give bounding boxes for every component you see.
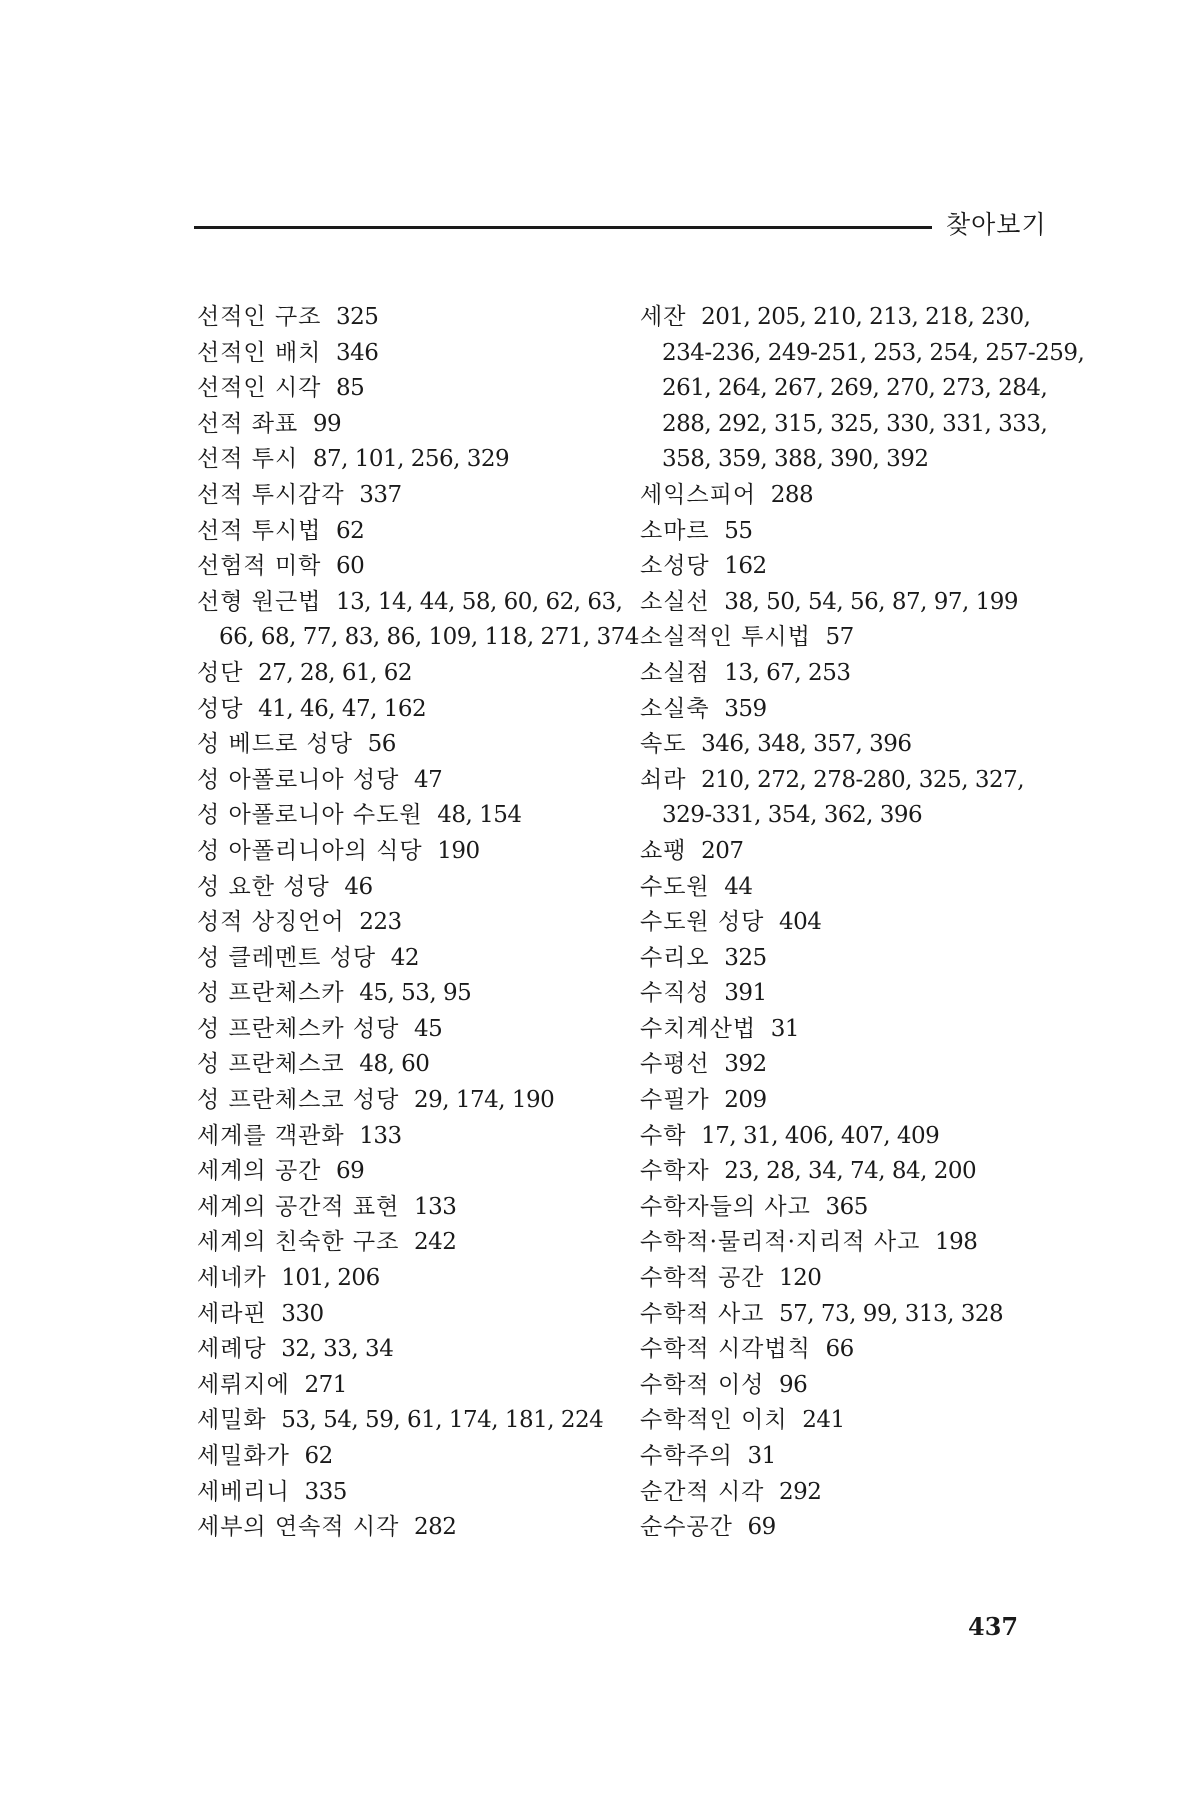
index-term: 세밀화 [197, 1407, 267, 1434]
index-term: 쇠라 [640, 766, 687, 793]
index-entry [197, 763, 637, 799]
index-pages: 47 [414, 766, 443, 793]
index-pages: 207 [701, 837, 744, 864]
index-term: 선험적 미학 [197, 553, 322, 580]
index-entry [640, 1261, 1060, 1297]
index-pages: 38, 50, 54, 56, 87, 97, 199 [724, 588, 1019, 615]
index-entry [197, 336, 637, 372]
index-term: 수학적 사고 [640, 1300, 765, 1327]
index-entry [640, 1332, 1060, 1368]
index-entry [197, 549, 637, 585]
index-term: 선적 투시법 [197, 517, 322, 544]
index-entry [197, 1154, 637, 1190]
index-pages: 29, 174, 190 [414, 1087, 555, 1114]
index-term: 수학자 [640, 1158, 710, 1185]
index-entry [197, 478, 637, 514]
index-term: 수학 [640, 1122, 687, 1149]
index-entry [197, 870, 637, 906]
index-term: 세계를 객관화 [197, 1122, 345, 1149]
index-entry-continuation [640, 798, 1060, 834]
index-entry [197, 1475, 637, 1511]
index-entry [640, 1403, 1060, 1439]
index-pages: 44 [724, 873, 753, 900]
index-pages: 13, 14, 44, 58, 60, 62, 63, [336, 588, 623, 615]
index-entry [640, 870, 1060, 906]
index-entry [197, 407, 637, 443]
index-term: 성 프란체스카 성당 [197, 1015, 400, 1042]
index-entry [197, 941, 637, 977]
index-entry [197, 692, 637, 728]
index-pages: 234-236, 249-251, 253, 254, 257-259, [662, 339, 1085, 366]
index-pages: 391 [724, 980, 767, 1007]
index-entry [640, 727, 1060, 763]
index-entry-continuation [640, 336, 1085, 372]
index-term: 선적인 시각 [197, 375, 322, 402]
index-pages: 31 [770, 1015, 799, 1042]
index-entry [197, 1190, 637, 1226]
index-term: 세례당 [197, 1336, 267, 1363]
index-entry [197, 1332, 637, 1368]
index-entry [640, 1190, 1060, 1226]
index-term: 속도 [640, 731, 687, 758]
index-pages: 27, 28, 61, 62 [258, 659, 412, 686]
index-entry [197, 1261, 637, 1297]
index-entry [197, 1439, 637, 1475]
index-pages: 69 [747, 1514, 776, 1541]
index-entry-continuation [197, 620, 637, 656]
index-pages: 66 [825, 1336, 854, 1363]
index-term: 성 프란체스코 성당 [197, 1087, 400, 1114]
index-pages: 41, 46, 47, 162 [258, 695, 427, 722]
index-term: 세익스피어 [640, 481, 757, 508]
index-term: 수리오 [640, 944, 710, 971]
index-entry [640, 1368, 1060, 1404]
index-entry [640, 905, 1060, 941]
index-pages: 133 [414, 1193, 457, 1220]
index-term: 소실축 [640, 695, 710, 722]
index-term: 세네카 [197, 1265, 267, 1292]
index-column-left [197, 300, 637, 1546]
index-entry [197, 727, 637, 763]
index-pages: 87, 101, 256, 329 [312, 446, 510, 473]
index-pages: 162 [724, 553, 767, 580]
index-pages: 329-331, 354, 362, 396 [662, 802, 923, 829]
running-head: 찾아보기 [946, 210, 1047, 239]
index-term: 성 프란체스카 [197, 980, 345, 1007]
index-pages: 62 [304, 1443, 333, 1469]
index-term: 성 아폴로니아 수도원 [197, 802, 423, 829]
index-entry [197, 1119, 637, 1155]
index-entry [197, 1012, 637, 1048]
index-entry [640, 941, 1060, 977]
index-entry [640, 1119, 1060, 1155]
index-entry [640, 1083, 1060, 1119]
index-entry [640, 1475, 1060, 1511]
index-term: 수직성 [640, 980, 710, 1007]
index-pages: 392 [724, 1051, 767, 1078]
index-entry [197, 585, 637, 621]
index-term: 성당 [197, 695, 244, 722]
index-entry [640, 656, 1060, 692]
index-pages: 201, 205, 210, 213, 218, 230, [701, 304, 1031, 330]
index-pages: 198 [934, 1229, 978, 1256]
index-term: 성단 [197, 659, 244, 686]
index-term: 성 요한 성당 [197, 873, 330, 900]
index-term: 세라핀 [197, 1300, 267, 1327]
index-pages: 325 [336, 304, 379, 330]
index-term: 수학적 이성 [640, 1371, 765, 1398]
index-entry [197, 656, 637, 692]
index-term: 세계의 공간 [197, 1158, 322, 1185]
index-term: 수학자들의 사고 [640, 1193, 811, 1220]
index-pages: 282 [414, 1514, 457, 1541]
index-term: 수필가 [640, 1087, 710, 1114]
index-pages: 209 [724, 1087, 767, 1114]
index-pages: 288, 292, 315, 325, 330, 331, 333, [662, 410, 1048, 437]
page-number: 437 [968, 1612, 1019, 1641]
index-term: 선형 원근법 [197, 588, 322, 615]
index-entry [197, 371, 637, 407]
index-pages: 60 [336, 553, 365, 580]
index-term: 세밀화가 [197, 1443, 290, 1469]
index-entry [640, 1012, 1060, 1048]
index-term: 수학적 시각법칙 [640, 1336, 811, 1363]
index-term: 세계의 친숙한 구조 [197, 1229, 400, 1256]
index-pages: 101, 206 [281, 1265, 380, 1292]
index-entry [640, 1510, 1060, 1546]
index-pages: 335 [304, 1478, 347, 1505]
index-term: 성 아폴리니아의 식당 [197, 837, 423, 864]
index-entry [640, 976, 1060, 1012]
index-entry [640, 478, 1060, 514]
index-term: 세베리니 [197, 1478, 290, 1505]
index-pages: 23, 28, 34, 74, 84, 200 [724, 1158, 977, 1185]
index-term: 수평선 [640, 1051, 710, 1078]
index-term: 순간적 시각 [640, 1478, 765, 1505]
index-term: 선적 투시 [197, 446, 299, 473]
index-pages: 62 [336, 517, 365, 544]
index-term: 수도원 [640, 873, 710, 900]
index-pages: 13, 67, 253 [724, 659, 851, 686]
index-pages: 31 [747, 1443, 776, 1469]
index-entry [197, 1510, 637, 1546]
index-term: 선적 투시감각 [197, 481, 345, 508]
index-pages: 120 [779, 1265, 822, 1292]
index-term: 수학적인 이치 [640, 1407, 788, 1434]
index-entry [640, 549, 1060, 585]
index-pages: 45 [414, 1015, 443, 1042]
index-pages: 66, 68, 77, 83, 86, 109, 118, 271, 374 [219, 624, 639, 651]
index-pages: 53, 54, 59, 61, 174, 181, 224 [281, 1407, 604, 1434]
index-pages: 17, 31, 406, 407, 409 [701, 1122, 940, 1149]
index-term: 쇼팽 [640, 837, 687, 864]
index-term: 세부의 연속적 시각 [197, 1514, 400, 1541]
index-entry [197, 798, 637, 834]
index-term: 수학적·물리적·지리적 사고 [640, 1229, 921, 1256]
index-term: 성 아폴로니아 성당 [197, 766, 400, 793]
index-pages: 325 [724, 944, 767, 971]
index-pages: 330 [281, 1300, 324, 1327]
index-term: 수학주의 [640, 1443, 733, 1469]
index-entry-continuation [640, 442, 1060, 478]
index-term: 선적 좌표 [197, 410, 299, 437]
index-entry [197, 1047, 637, 1083]
index-entry [197, 1225, 637, 1261]
index-pages: 337 [359, 481, 402, 508]
index-term: 성 프란체스코 [197, 1051, 345, 1078]
index-pages: 55 [724, 517, 753, 544]
index-entry [640, 1047, 1060, 1083]
index-pages: 69 [336, 1158, 365, 1185]
index-entry [640, 1297, 1060, 1333]
index-entry [640, 514, 1060, 550]
index-entry [197, 514, 637, 550]
index-entry [640, 585, 1060, 621]
index-pages: 48, 60 [359, 1051, 430, 1078]
index-entry [640, 763, 1060, 799]
index-pages: 32, 33, 34 [281, 1336, 394, 1363]
index-pages: 85 [336, 375, 365, 402]
index-pages: 57, 73, 99, 313, 328 [779, 1300, 1004, 1327]
index-entry [640, 620, 1060, 656]
index-entry [197, 905, 637, 941]
index-pages: 241 [802, 1407, 845, 1434]
index-term: 소마르 [640, 517, 710, 544]
index-term: 성적 상징언어 [197, 909, 345, 936]
index-pages: 48, 154 [437, 802, 522, 829]
index-term: 소실적인 투시법 [640, 624, 811, 651]
index-pages: 346, 348, 357, 396 [701, 731, 912, 758]
index-pages: 57 [825, 624, 854, 651]
index-entry [197, 442, 637, 478]
index-entry [640, 1154, 1060, 1190]
index-pages: 271 [304, 1371, 347, 1398]
index-pages: 96 [779, 1371, 808, 1398]
index-pages: 261, 264, 267, 269, 270, 273, 284, [662, 375, 1048, 402]
index-term: 수도원 성당 [640, 909, 765, 936]
index-entry [197, 1403, 637, 1439]
index-pages: 365 [825, 1193, 868, 1220]
index-pages: 292 [779, 1478, 822, 1505]
index-term: 세잔 [640, 304, 687, 330]
index-entry-continuation [640, 407, 1060, 443]
index-entry [640, 1439, 1060, 1475]
index-pages: 288 [770, 481, 814, 508]
index-term: 성 클레멘트 성당 [197, 944, 377, 971]
index-term: 선적인 배치 [197, 339, 322, 366]
index-pages: 42 [390, 944, 420, 971]
index-pages: 45, 53, 95 [359, 980, 472, 1007]
index-term: 수치계산법 [640, 1015, 757, 1042]
header-rule [194, 226, 932, 229]
index-entry [640, 834, 1060, 870]
index-term: 선적인 구조 [197, 304, 322, 330]
index-entry [197, 1083, 637, 1119]
index-term: 수학적 공간 [640, 1265, 765, 1292]
index-pages: 242 [414, 1229, 457, 1256]
index-pages: 223 [359, 909, 402, 936]
index-pages: 99 [312, 410, 342, 437]
index-pages: 56 [367, 731, 396, 758]
index-pages: 190 [437, 837, 480, 864]
index-entry [197, 976, 637, 1012]
index-term: 순수공간 [640, 1514, 733, 1541]
index-entry [640, 1225, 1060, 1261]
index-column-right [640, 300, 1085, 1546]
index-term: 소실점 [640, 659, 710, 686]
index-entry [640, 300, 1060, 336]
index-pages: 346 [336, 339, 379, 366]
index-entry [197, 1368, 637, 1404]
index-term: 성 베드로 성당 [197, 731, 353, 758]
index-pages: 359 [724, 695, 767, 722]
index-entry-continuation [640, 371, 1060, 407]
index-pages: 133 [359, 1122, 402, 1149]
index-entry [640, 692, 1060, 728]
index-term: 소성당 [640, 553, 710, 580]
index-pages: 46 [344, 873, 373, 900]
index-pages: 210, 272, 278-280, 325, 327, [701, 766, 1025, 793]
index-entry [197, 1297, 637, 1333]
index-entry [197, 300, 637, 336]
index-pages: 404 [779, 909, 822, 936]
index-pages: 358, 359, 388, 390, 392 [662, 446, 929, 473]
index-term: 세계의 공간적 표현 [197, 1193, 400, 1220]
index-term: 세뤼지에 [197, 1371, 290, 1398]
index-entry [197, 834, 637, 870]
index-term: 소실선 [640, 588, 710, 615]
